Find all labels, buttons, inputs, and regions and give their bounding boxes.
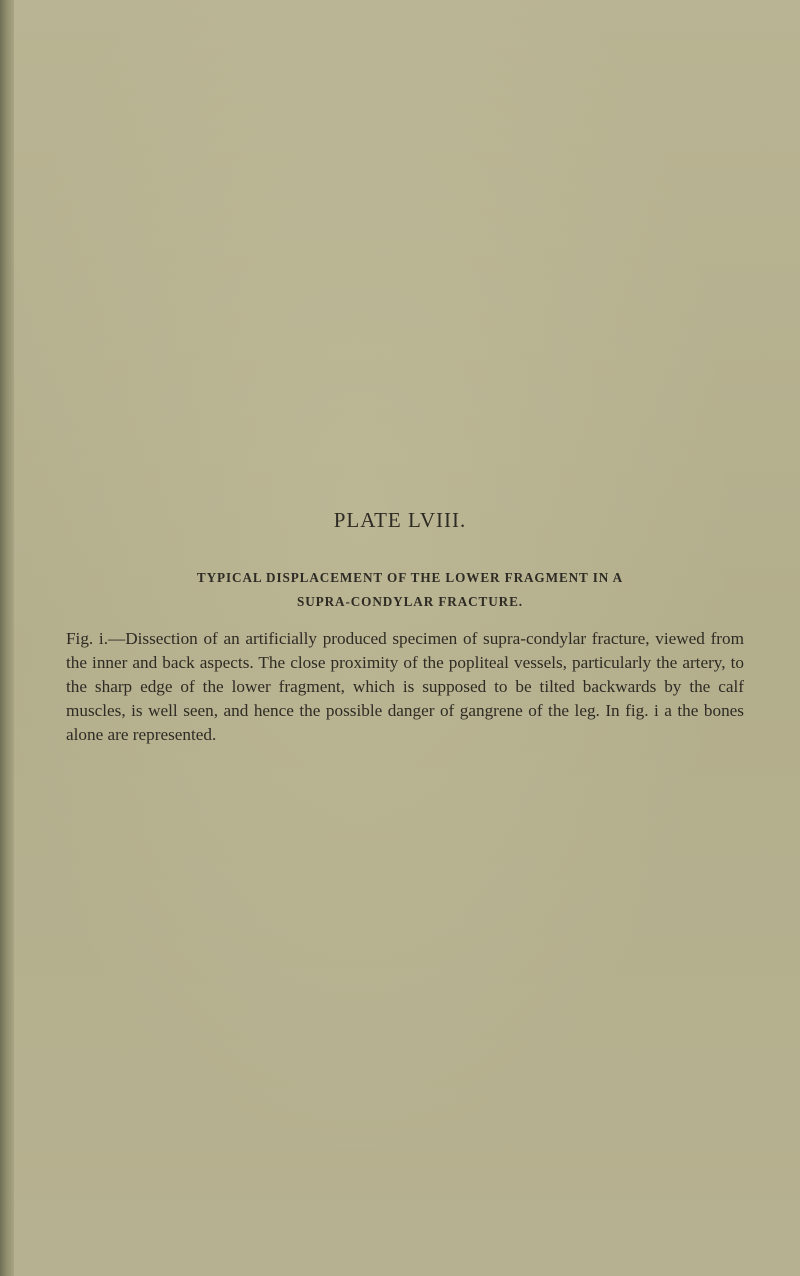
figure-caption: Fig. i.—Dissection of an artificially produced specimen of supra-condylar fracture, viewed from the inner and back aspects. The close proximity of the popliteal vessels, particularly the artery, to the sharp edge of the lower fragment, which is supposed to be tilted backwards by the calf muscles, is well seen, and hence the possible danger of gangrene of the leg. In fig. i a the bones alone are represented. [66, 629, 744, 744]
plate-title: PLATE LVIII. [333, 508, 467, 532]
page-binding-edge [0, 0, 14, 1276]
plate-subtitle-line-2: SUPRA-CONDYLAR FRACTURE. [296, 594, 523, 609]
plate-subtitle-line-1: TYPICAL DISPLACEMENT OF THE LOWER FRAGMENT IN A [196, 570, 624, 585]
